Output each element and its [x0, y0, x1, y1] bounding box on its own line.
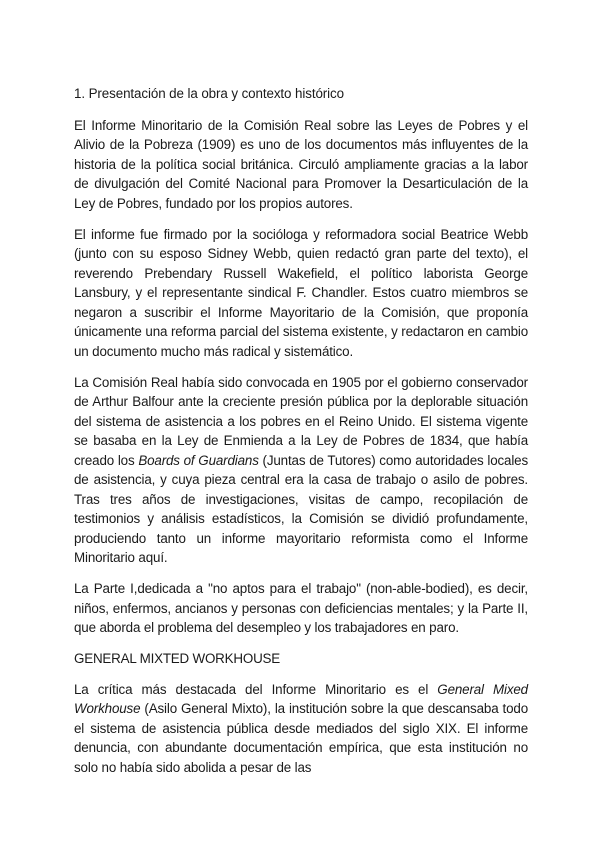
boards-of-guardians-term: Boards of Guardians	[138, 452, 259, 468]
paragraph-workhouse	[74, 680, 528, 778]
paragraph-parts: La Parte I,dedicada a "no aptos para el trabajo" (non-able-bodied), es decir, niños, enfermos, ancianos y personas con deficiencias mentales; y la Parte II, que aborda el problema del desempleo y los trabajadores en paro.	[74, 581, 528, 635]
paragraph-royal-commission	[74, 373, 528, 568]
paragraph-workhouse-part-b: (Asilo General Mixto), la institución sobre la que descansaba todo el sistema de asistencia pública desde mediados del siglo XIX. El informe denuncia, con abundante documentación empírica, que esta institución no solo no había sido abolida a pesar de las	[74, 701, 528, 775]
paragraph-workhouse-part-a: La crítica más destacada del Informe Minoritario es el	[74, 681, 438, 697]
paragraph-royal-commission-part-a: La Comisión Real había sido convocada en 1905 por el gobierno conservador de Arthur Balfour ante la creciente presión pública por la deplorable situación del sistema de asistencia a los pobres en el Reino Unido. El sistema vigente se basaba en la Ley de Enmienda a la Ley de Pobres de 1834, que había creado los	[74, 374, 528, 468]
paragraph-signatories: El informe fue firmado por la socióloga y reformadora social Beatrice Webb (junto con su esposo Sidney Webb, quien redactó gran parte del texto), el reverendo Prebendary Russell Wakefield, el político laborista George Lansbury, y el representante sindical F. Chandler. Estos cuatro miembros se negaron a suscribir el Informe Mayoritario de la Comisión, que proponía únicamente una reforma parcial del sistema existente, y redactaron en cambio un documento mucho más radical y sistemático.	[74, 226, 528, 359]
document-page	[74, 84, 528, 777]
section-heading-workhouse: GENERAL MIXTED WORKHOUSE	[74, 651, 281, 666]
general-mixed-workhouse-term: General Mixed Workhouse	[74, 681, 528, 716]
section-title: 1. Presentación de la obra y contexto histórico	[74, 86, 344, 101]
paragraph-intro: El Informe Minoritario de la Comisión Real sobre las Leyes de Pobres y el Alivio de la Pobreza (1909) es uno de los documentos más influyentes de la historia de la política social británica. Circuló ampliamente gracias a la labor de divulgación del Comité Nacional para Promover la Desarticulación de la Ley de Pobres, fundado por los propios autores.	[74, 117, 528, 211]
paragraph-royal-commission-part-b: (Juntas de Tutores) como autoridades locales de asistencia, y cuya pieza central era la casa de trabajo o asilo de pobres. Tras tres años de investigaciones, visitas de campo, recopilación de testimonios y análisis estadísticos, la Comisión se dividió profundamente, produciendo tanto un informe mayoritario reformista como el Informe Minoritario aquí.	[74, 452, 528, 565]
